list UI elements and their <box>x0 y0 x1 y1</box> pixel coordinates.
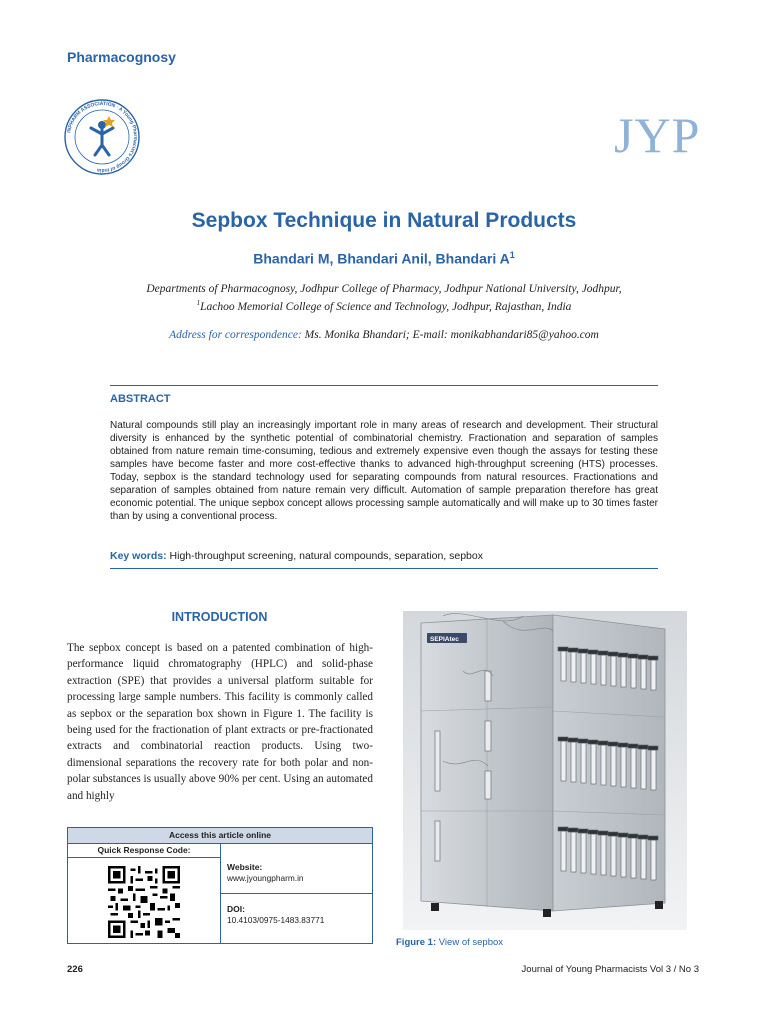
authors-superscript: 1 <box>509 250 515 260</box>
qr-label: Quick Response Code: <box>68 844 220 858</box>
section-label: Pharmacognosy <box>67 49 176 65</box>
device-brand-label: SEPIAtec <box>430 636 459 643</box>
introduction-heading: INTRODUCTION <box>171 610 268 624</box>
affiliation-superscript: 1 <box>196 299 201 307</box>
abstract-top-rule <box>110 385 658 386</box>
correspondence <box>0 329 768 341</box>
abstract-bottom-rule <box>110 568 658 569</box>
introduction-body: The sepbox concept is based on a patented combination of high-performance liquid chromatography (HPLC) and solid-phase extraction (SPE) that provides a universal platform suitable for processing large sample numbers. This facility is commonly called as sepbox or the separation box shown in Figure 1. The facility is being used for the fractionation of plant extracts or pre-fractionated extracts and combinatorial reaction products. Using two-dimensional separations the recovery rate for both polar and non-polar substances is usually above 90% per cent. Using an automated and highly <box>67 642 373 802</box>
doi-link[interactable]: 10.4103/0975-1483.83771 <box>227 915 325 925</box>
figure-caption-text: View of sepbox <box>436 937 504 948</box>
access-article-box <box>67 827 373 944</box>
author-list <box>0 250 768 267</box>
svg-text:INPHARM ASSOCIATION · A Young: INPHARM ASSOCIATION · A Young Pharmacist's Group of India <box>66 100 139 174</box>
access-box-title: Access this article online <box>68 828 372 844</box>
sepbox-figure-image <box>403 611 687 930</box>
figure-caption <box>396 937 503 948</box>
page-number: 226 <box>67 964 83 975</box>
inpharm-association-logo <box>63 98 141 176</box>
figure-caption-label: Figure 1: <box>396 937 437 948</box>
abstract-body: Natural compounds still play an increasingly important role in many areas of research and development. Their structural diversity is enhanced by the synthetic potential of combinatorial chemistry. Fractionation and separation of samples obtained from nature remain time-consuming, tedious and extremely expensive even though the assays for testing these samples have become faster and more cost-effective thanks to advanced high-throughput screening (HTS) processes. Today, sepbox is the standard technology used for separating compounds from natural resources. Fractionations and separation of samples obtained from nature remain very difficult. Automation of sample preparation therefore has great economic potential. The unique sepbox concept allows processing sample automatically and will make up to 30 times faster than by using a conventional process. <box>110 420 658 522</box>
article-links-cell <box>221 844 372 943</box>
authors-text: Bhandari M, Bhandari Anil, Bhandari A <box>253 250 510 267</box>
keywords-text: High-throughput screening, natural compounds, separation, sepbox <box>166 550 483 562</box>
affiliation-line-2-text: Lachoo Memorial College of Science and Technology, Jodhpur, Rajasthan, India <box>200 300 572 313</box>
doi-label: DOI: <box>227 904 245 914</box>
affiliation-line-1: Departments of Pharmacognosy, Jodhpur College of Pharmacy, Jodhpur National University, Jodhpur, <box>146 283 622 295</box>
sepbox-photo <box>403 611 687 930</box>
abstract-heading: ABSTRACT <box>110 393 171 405</box>
keywords-label: Key words: <box>110 550 167 562</box>
journal-footer: Journal of Young Pharmacists Vol 3 / No 3 <box>521 964 699 975</box>
doi-cell <box>221 894 372 943</box>
correspondence-text: Ms. Monika Bhandari; E-mail: monikabhandari85@yahoo.com <box>301 329 599 341</box>
qr-cell <box>68 844 221 943</box>
website-label: Website: <box>227 862 263 872</box>
article-title: Sepbox Technique in Natural Products <box>191 209 577 232</box>
journal-mark: JYP <box>614 107 701 163</box>
qr-code-icon[interactable] <box>108 866 180 938</box>
correspondence-label: Address for correspondence: <box>169 329 302 341</box>
website-cell <box>221 844 372 894</box>
affiliation-line-2 <box>0 299 768 313</box>
website-link[interactable]: www.jyoungpharm.in <box>227 873 304 883</box>
keywords <box>110 550 483 562</box>
